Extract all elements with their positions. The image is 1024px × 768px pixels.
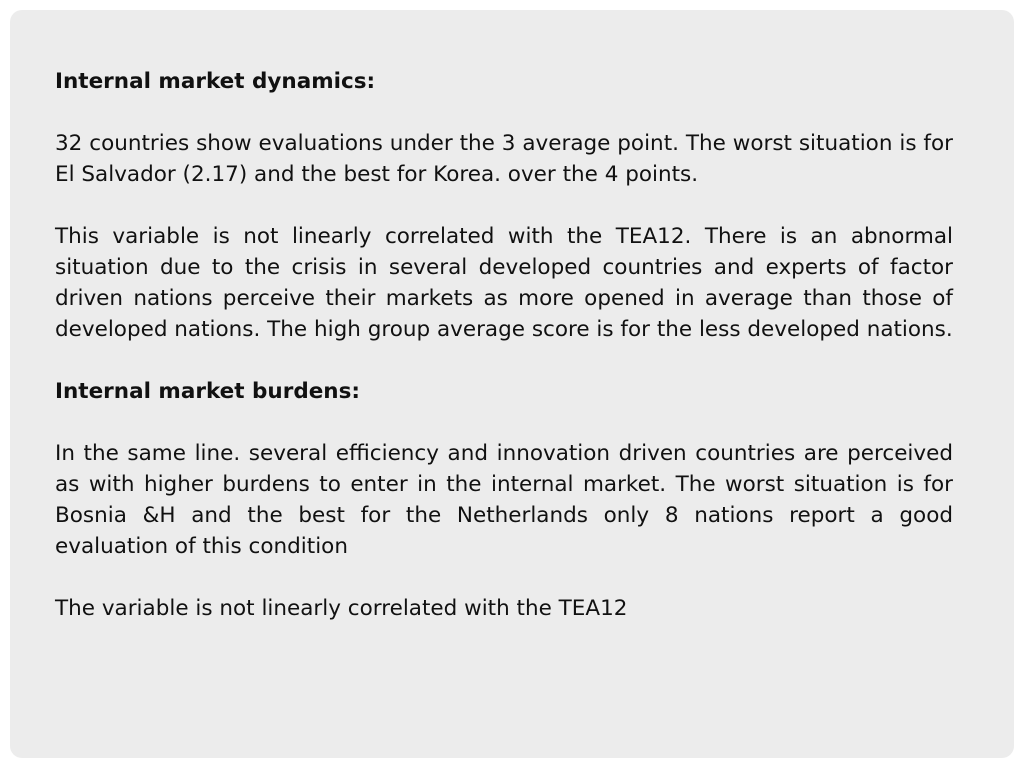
slide-panel: [10, 10, 1014, 758]
paragraph-burdens-evaluations: In the same line. several efficiency and innovation driven countries are perceived as with higher burdens to enter in the internal market. The worst situation is for Bosnia &H and the best for the Netherlands only 8 nations report a good evaluation of this condition: [55, 441, 953, 559]
paragraph-burdens-correlation: The variable is not linearly correlated with the TEA12: [55, 596, 628, 621]
paragraph-dynamics-correlation: This variable is not linearly correlated with the TEA12. There is an abnormal situation due to the crisis in several developed countries and experts of factor driven nations perceive their markets as more opened in average than those of developed nations. The high group average score is for the less developed nations.: [55, 224, 953, 342]
heading-internal-market-burdens: Internal market burdens:: [55, 379, 360, 404]
slide-content: [55, 66, 953, 655]
heading-internal-market-dynamics: Internal market dynamics:: [55, 69, 376, 94]
paragraph-dynamics-evaluations: 32 countries show evaluations under the 3 average point. The worst situation is for El Salvador (2.17) and the best for Korea. over the 4 points.: [55, 131, 953, 187]
